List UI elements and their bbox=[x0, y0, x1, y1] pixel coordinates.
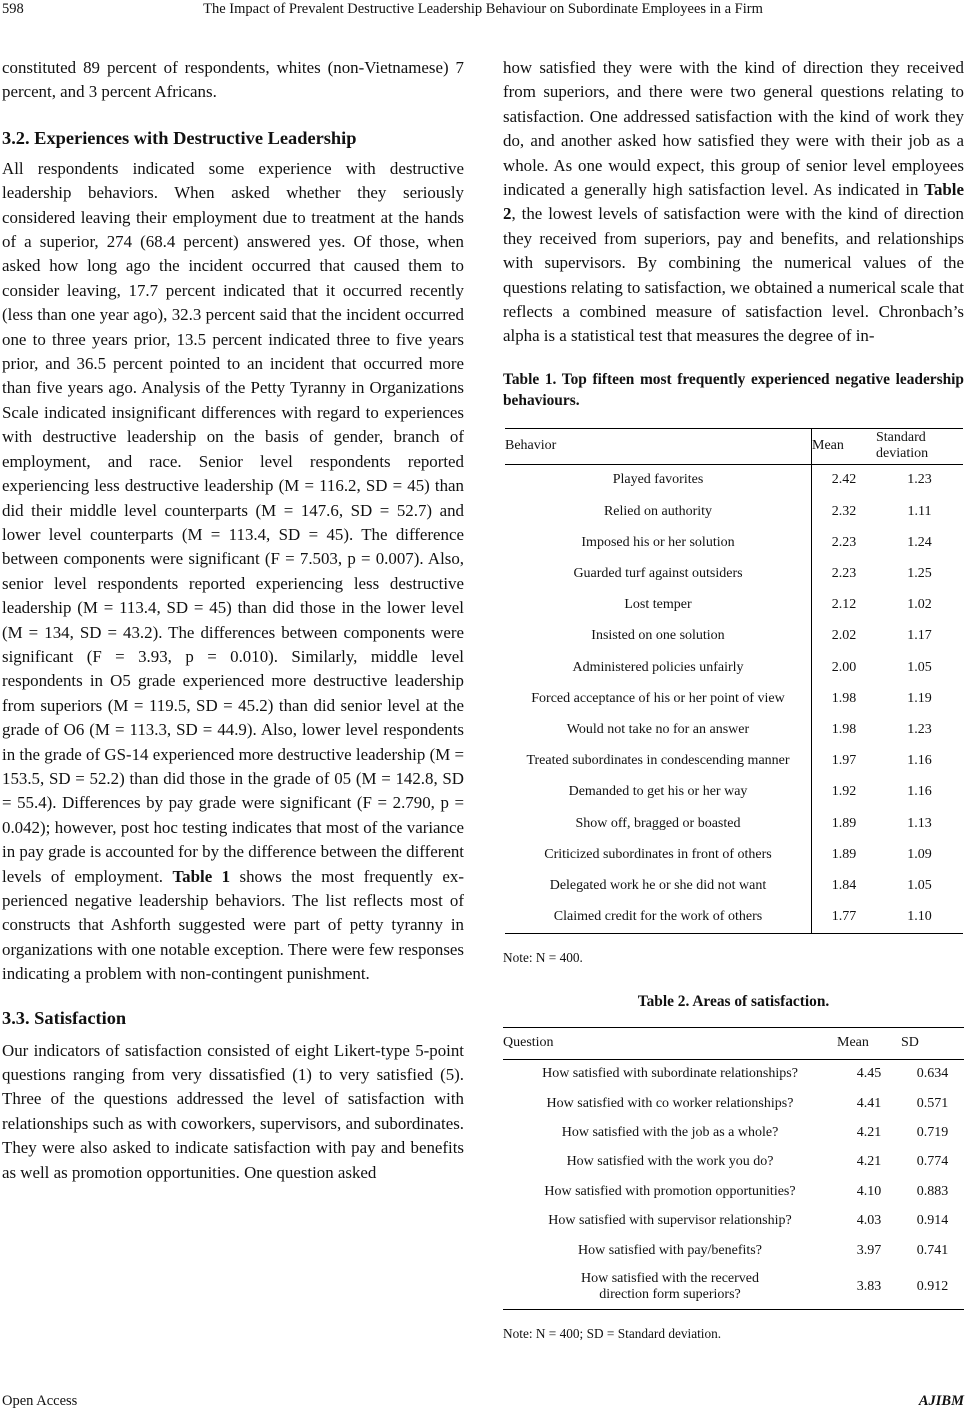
table-row bbox=[505, 777, 963, 808]
paragraph-experiences bbox=[2, 157, 464, 987]
paragraph-continued bbox=[503, 56, 964, 349]
cell-question: How satisfied with promotion opportunities? bbox=[544, 1183, 796, 1199]
cell-behavior: Insisted on one solution bbox=[505, 621, 812, 652]
table-row bbox=[505, 746, 963, 777]
cell-mean: 2.00 bbox=[831, 659, 857, 675]
cell-mean: 2.12 bbox=[831, 597, 857, 613]
table-row bbox=[503, 1148, 964, 1177]
column-header-behavior: Behavior bbox=[505, 428, 812, 464]
table-header-row bbox=[503, 1027, 964, 1059]
cell-sd: 1.09 bbox=[907, 846, 932, 862]
cell-behavior: Guarded turf against outsiders bbox=[505, 558, 812, 589]
cell-sd: 1.11 bbox=[907, 503, 932, 519]
cell-mean: 4.21 bbox=[856, 1124, 882, 1140]
cell-question bbox=[503, 1265, 837, 1310]
cell-question-line1: How satisfied with the recerved bbox=[580, 1271, 760, 1287]
column-header-mean: Mean bbox=[812, 428, 877, 464]
cell-mean: 1.89 bbox=[831, 815, 857, 831]
cell-sd: 1.23 bbox=[907, 472, 932, 488]
cell-mean: 1.97 bbox=[831, 753, 857, 769]
cell-mean: 2.02 bbox=[831, 628, 857, 644]
paragraph-text: shows the most frequently experienced negative leadership behaviors. The list reflects most of constructs that Ashforth suggested were part of petty tyranny in organizations with one notable exception. There were few responses indicating a problem with non-contingent punishment. bbox=[2, 866, 464, 984]
cell-behavior: Forced acceptance of his or her point of view bbox=[505, 683, 812, 714]
cell-mean: 1.98 bbox=[831, 721, 857, 737]
cell-mean: 3.83 bbox=[837, 1265, 901, 1310]
table-row bbox=[503, 1059, 964, 1089]
cell-question: How satisfied with subordinate relationships? bbox=[542, 1066, 798, 1082]
cell-sd: 1.16 bbox=[907, 784, 932, 800]
cell-behavior: Demanded to get his or her way bbox=[505, 777, 812, 808]
column-header-sd-line1: Standard bbox=[876, 430, 926, 446]
cell-mean: 1.77 bbox=[812, 902, 877, 934]
table-row bbox=[505, 464, 963, 496]
section-heading-3-3: 3.3. Satisfaction bbox=[2, 1007, 127, 1028]
cell-sd: 0.741 bbox=[916, 1242, 949, 1258]
cell-sd: 0.774 bbox=[916, 1154, 949, 1170]
cell-sd: 0.634 bbox=[916, 1066, 949, 1082]
cell-behavior: Claimed credit for the work of others bbox=[505, 902, 812, 934]
table1 bbox=[505, 428, 963, 934]
table1-note: Note: N = 400. bbox=[503, 949, 583, 965]
cell-mean: 4.03 bbox=[856, 1213, 882, 1229]
intro-paragraph: constituted 89 percent of respondents, whites (non-Vietnamese) 7 percent, and 3 percent Africans. bbox=[2, 58, 464, 102]
table2-note: Note: N = 400; SD = Standard deviation. bbox=[503, 1326, 722, 1342]
table-row bbox=[505, 621, 963, 652]
column-header-sd bbox=[876, 428, 963, 464]
cell-sd: 0.914 bbox=[916, 1213, 949, 1229]
cell-mean: 4.45 bbox=[856, 1066, 882, 1082]
cell-sd: 1.02 bbox=[907, 597, 932, 613]
table-row bbox=[505, 902, 963, 934]
cell-sd: 1.23 bbox=[907, 721, 932, 737]
table-row bbox=[505, 808, 963, 839]
table1-caption: Table 1. Top fifteen most frequently experienced negative leadership behaviours. bbox=[503, 370, 964, 409]
column-header-question: Question bbox=[503, 1027, 837, 1059]
paragraph-text: All respondents indicated some experience with destructive leadership behaviors. When asked whether they seriously considered leaving their employment due to treatment at the hands of a superior, 274 (68.4 percent) answered yes. Of those, when asked how long ago the incident occurred that caused them to consider leaving, 17.7 percent indicated that it occurred recently (less than one year ago), 32.3 percent said that the incident occurred one to three years prior, 13.5 percent indicated three to five years prior, and 36.5 percent pointed to an incident that occurred more than five years ago. Analysis of the Petty Tyranny in Organizations Scale indicated insignificant differences with regard to experiences with destructive leadership on the basis of gender, branch of employment, and race. Senior level respondents reported experiencing less destructive leadership (M = 116.2, SD = 45) than did their middle level counterparts (M = 147.6, SD = 52.7) and lower level counterparts (M = 113.4, SD = 45). The difference between components were significant (F = 7.503, p = 0.007). Also, senior level respondents reported experiencing less destructive leadership (M = 113.4, SD = 45) than did those in the lower level (M = 134, SD = 43.2). The differences between components were significant (F = 3.93, p = 0.010). Similarly, middle level respondents in O5 grade experienced more destructive leadership from superiors (M = 119.5, SD = 45.2) than did senior level at the grade of O6 (M = 113.3, SD = 44.9). Also, lower level respondents in the grade of GS-14 experienced more destructive leadership (M = 153.5, SD = 52.2) than did those in the grade of 05 (M = 142.8, SD = 55.4). Differences by pay grade were significant (F = 2.790, p = 0.042); however, post hoc testing indicates that most of the variance in pay grade is accounted for by the difference between the different levels of employment. bbox=[2, 158, 464, 886]
cell-question: How satisfied with the work you do? bbox=[566, 1154, 774, 1170]
cell-behavior: Show off, bragged or boasted bbox=[505, 808, 812, 839]
cell-sd: 0.571 bbox=[916, 1095, 949, 1111]
table-row bbox=[505, 714, 963, 745]
table-row bbox=[505, 590, 963, 621]
table-row bbox=[503, 1265, 964, 1310]
cell-mean: 1.98 bbox=[831, 690, 857, 706]
cell-sd: 1.05 bbox=[907, 659, 932, 675]
table2-caption: Table 2. Areas of satisfaction. bbox=[637, 993, 830, 1011]
cell-sd: 1.13 bbox=[907, 815, 932, 831]
paragraph-text: how satisfied they were with the kind of direction they received from superiors, and there were two general questions relating to satisfaction. One addressed satisfaction with the kind of work they do, and another asked how satisfied they were with their job as a whole. As one would expect, this group of senior level employees indicated a generally high satisfaction level. As indicated in bbox=[503, 58, 964, 200]
column-header-sd-line2: deviation bbox=[876, 446, 929, 462]
table-row bbox=[503, 1206, 964, 1235]
cell-behavior: Administered policies unfairly bbox=[505, 652, 812, 683]
paragraph-satisfaction: Our indicators of satisfaction consisted of eight Likert-type 5-point questions ranging from very dissatisfied (1) to very satisfied (5). Three of the questions addressed the level of satisfaction with relationships such as with coworkers, supervisors, and subordinates. They were also asked to indicate satisfaction with pay and benefits as well as promotion opportunities. One question asked bbox=[2, 1040, 464, 1182]
cell-behavior: Imposed his or her solution bbox=[505, 527, 812, 558]
footer-journal: AJIBM bbox=[918, 1393, 964, 1409]
table-row bbox=[505, 870, 963, 901]
table-row bbox=[505, 652, 963, 683]
cell-question: How satisfied with supervisor relationship? bbox=[548, 1213, 792, 1229]
section-heading-3-2: 3.2. Experiences with Destructive Leadership bbox=[2, 127, 357, 148]
table-row bbox=[503, 1118, 964, 1147]
cell-mean: 2.23 bbox=[831, 566, 857, 582]
column-header-sd: SD bbox=[901, 1027, 964, 1059]
cell-question-line2: direction form superiors? bbox=[599, 1287, 741, 1303]
table-row bbox=[505, 527, 963, 558]
page-number: 598 bbox=[2, 1, 24, 17]
cell-sd: 1.05 bbox=[907, 877, 932, 893]
cell-behavior: Would not take no for an answer bbox=[505, 714, 812, 745]
cell-mean: 3.97 bbox=[856, 1242, 882, 1258]
cell-mean: 1.89 bbox=[831, 846, 857, 862]
cell-mean: 2.42 bbox=[831, 472, 857, 488]
cell-behavior: Criticized subordinates in front of others bbox=[505, 839, 812, 870]
column-header-mean: Mean bbox=[837, 1027, 901, 1059]
table-row bbox=[505, 683, 963, 714]
cell-sd: 0.719 bbox=[916, 1124, 949, 1140]
cell-sd: 0.912 bbox=[901, 1265, 964, 1310]
table-row bbox=[505, 839, 963, 870]
left-column bbox=[2, 56, 464, 1185]
table2 bbox=[503, 1027, 964, 1311]
table-row bbox=[503, 1177, 964, 1206]
cell-sd: 1.16 bbox=[907, 753, 932, 769]
cell-sd: 1.19 bbox=[907, 690, 932, 706]
page-header bbox=[0, 0, 966, 26]
cell-mean: 1.84 bbox=[831, 877, 857, 893]
running-title: The Impact of Prevalent Destructive Leadership Behaviour on Subordinate Employees in a Firm bbox=[203, 1, 763, 17]
cell-question: How satisfied with co worker relationships? bbox=[546, 1095, 794, 1111]
cell-behavior: Played favorites bbox=[505, 464, 812, 496]
cell-sd: 1.24 bbox=[907, 534, 932, 550]
table2-reference: Table 2 bbox=[503, 180, 964, 224]
cell-mean: 1.92 bbox=[831, 784, 857, 800]
cell-behavior: Delegated work he or she did not want bbox=[505, 870, 812, 901]
right-column bbox=[503, 56, 964, 1347]
cell-mean: 4.10 bbox=[856, 1183, 882, 1199]
cell-mean: 2.32 bbox=[831, 503, 857, 519]
cell-sd: 0.883 bbox=[916, 1183, 949, 1199]
cell-mean: 2.23 bbox=[831, 534, 857, 550]
cell-question: How satisfied with the job as a whole? bbox=[561, 1124, 779, 1140]
table-row bbox=[505, 558, 963, 589]
footer-open-access: Open Access bbox=[2, 1393, 78, 1409]
cell-sd: 1.10 bbox=[876, 902, 963, 934]
cell-mean: 4.41 bbox=[856, 1095, 882, 1111]
cell-behavior: Relied on authority bbox=[505, 496, 812, 527]
table-row bbox=[505, 496, 963, 527]
cell-behavior: Lost temper bbox=[505, 590, 812, 621]
table-row bbox=[503, 1089, 964, 1118]
cell-sd: 1.25 bbox=[907, 566, 932, 582]
table-row bbox=[503, 1236, 964, 1265]
table1-reference: Table 1 bbox=[172, 866, 231, 886]
cell-question: How satisfied with pay/benefits? bbox=[578, 1242, 762, 1258]
cell-mean: 4.21 bbox=[856, 1154, 882, 1170]
cell-sd: 1.17 bbox=[907, 628, 932, 644]
cell-behavior: Treated subordinates in condescending manner bbox=[505, 746, 812, 777]
paragraph-text: , the lowest levels of satisfaction were with the kind of direction they received from superiors, pay and benefits, and relationships with supervisors. By combining the numerical values of the questions relating to satisfaction, we obtained a numerical scale that reflects a combined measure of satisfaction level. Chronbach’s alpha is a statistical test that measures the degree of in- bbox=[503, 204, 964, 346]
table-header-row bbox=[505, 428, 963, 464]
